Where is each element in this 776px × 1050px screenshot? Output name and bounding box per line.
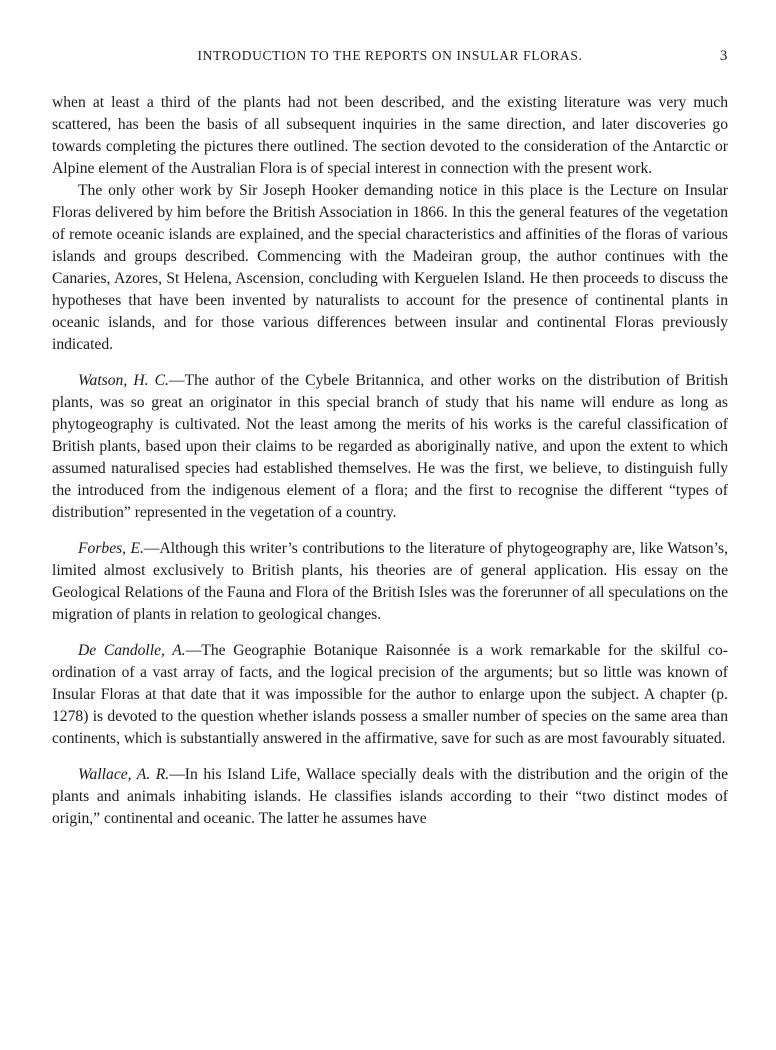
running-header [52,48,728,72]
body-paragraph-continuation: when at least a third of the plants had not been described, and the existing literature was very much scattered, has been the basis of all subsequent inquiries in the same direction, and later discoveries go towards completing the pictures there outlined. The section devoted to the consideration of the Antarctic or Alpine element of the Australian Flora is of special interest in connection with the present work. [52,94,728,177]
page-number: 3 [719,48,728,64]
entry-author: Forbes, E. [78,540,144,557]
running-title: INTRODUCTION TO THE REPORTS ON INSULAR FLORAS. [197,48,583,63]
body-paragraph-hooker-lecture: The only other work by Sir Joseph Hooker demanding notice in this place is the Lecture on Insular Floras delivered by him before the British Association in 1866. In this the general features of the vegetation of remote oceanic islands are explained, and the special characteristics and affinities of the floras of various islands and groups described. Commencing with the Madeiran group, the author continues with the Canaries, Azores, St Helena, Ascension, concluding with Kerguelen Island. He then proceeds to discuss the hypotheses that have been invented by naturalists to account for the presence of continental plants in oceanic islands, and for those various differences between insular and continental Floras previously indicated. [52,182,728,353]
page [52,48,728,830]
entry-wallace [52,764,728,830]
entry-text: —Although this writer’s contributions to the literature of phytogeography are, like Watson’s, limited almost exclusively to British plants, his theories are of general application. His essay on the Geological Relations of the Fauna and Flora of the British Isles was the forerunner of all speculations on the migration of plants in relation to geological changes. [52,540,728,623]
entry-text: —The Geographie Botanique Raisonnée is a work remarkable for the skilful co-ordination of a vast array of facts, and the logical precision of the arguments; but so little was known of Insular Floras at that date that it was impossible for the author to enlarge upon the subject. A chapter (p. 1278) is devoted to the question whether islands possess a smaller number of species on the same area than continents, which is substantially answered in the affirmative, save for such as are most favourably situated. [52,642,728,747]
entry-de-candolle [52,640,728,750]
entry-watson [52,370,728,524]
entry-author: De Candolle, A. [78,642,186,659]
entry-author: Watson, H. C. [78,372,169,389]
entry-text: —In his Island Life, Wallace specially deals with the distribution and the origin of the plants and animals inhabiting islands. He classifies islands according to their “two distinct modes of origin,” continental and oceanic. The latter he assumes have [52,766,729,827]
entry-text: —The author of the Cybele Britannica, and other works on the distribution of British plants, was so great an originator in this special branch of study that his name will endure as long as phytogeography is cultivated. Not the least among the merits of his works is the careful classification of British plants, based upon their claims to be regarded as aboriginally native, and upon the extent to which assumed naturalised species had established themselves. He was the first, we believe, to distinguish fully the introduced from the indigenous element of a flora; and the first to recognise the different “types of distribution” represented in the vegetation of a country. [52,372,728,521]
entry-author: Wallace, A. R. [78,766,170,783]
entry-forbes [52,538,728,626]
